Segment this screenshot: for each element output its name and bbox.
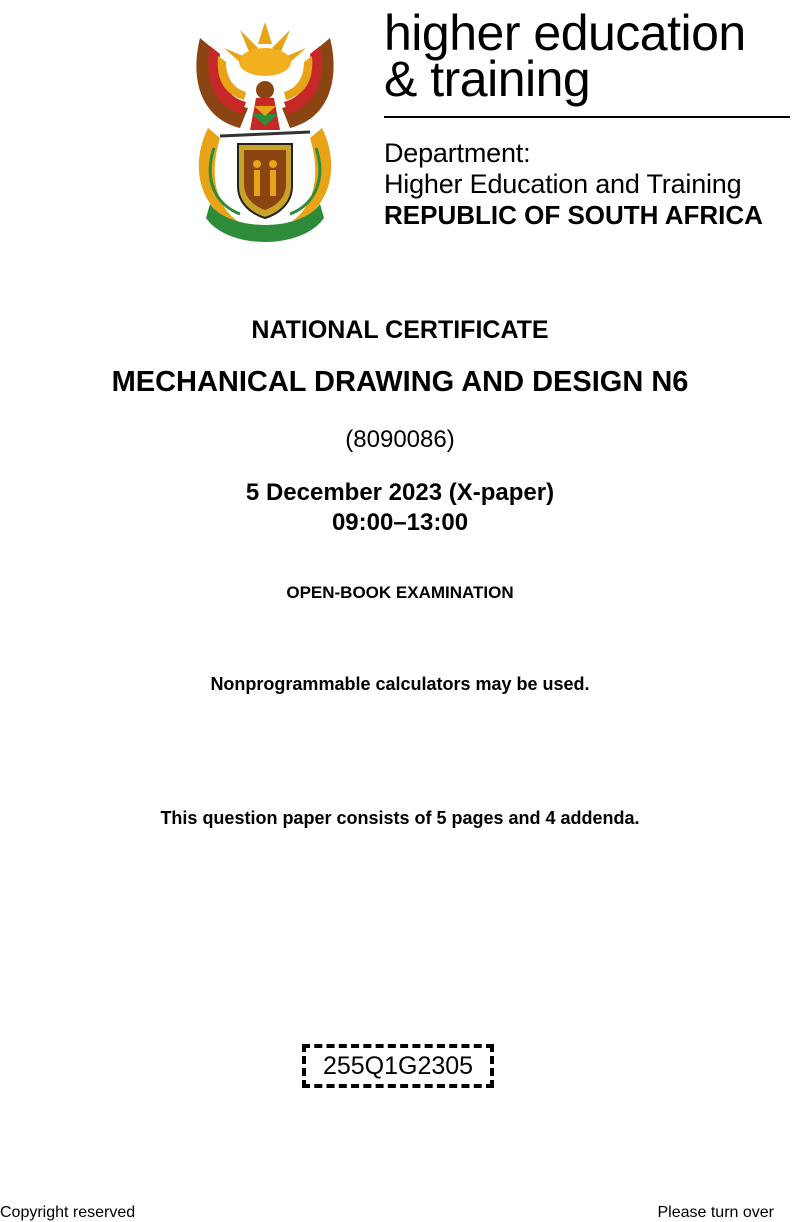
sun-icon bbox=[224, 22, 306, 76]
subject-code: (8090086) bbox=[345, 426, 455, 453]
exam-type: OPEN-BOOK EXAMINATION bbox=[286, 583, 514, 602]
turn-over-notice: Please turn over bbox=[657, 1204, 774, 1221]
coat-of-arms-logo bbox=[180, 18, 350, 246]
department-name: Higher Education and Training bbox=[384, 169, 742, 199]
exam-time: 09:00–13:00 bbox=[331, 509, 469, 536]
department-branding bbox=[384, 5, 800, 230]
calculator-note: Nonprogrammable calculators may be used. bbox=[210, 674, 590, 694]
spear-icon bbox=[220, 132, 310, 136]
paper-code-box: 255Q1G2305 bbox=[302, 1044, 494, 1088]
document-header bbox=[0, 0, 800, 250]
department-label: Department: bbox=[384, 138, 531, 168]
subject-title: MECHANICAL DRAWING AND DESIGN N6 bbox=[111, 366, 689, 398]
certificate-title: NATIONAL CERTIFICATE bbox=[251, 316, 549, 344]
department-block bbox=[384, 138, 763, 231]
page-count-note: This question paper consists of 5 pages and 4 addenda. bbox=[160, 808, 640, 828]
country-name: REPUBLIC OF SOUTH AFRICA bbox=[384, 200, 763, 230]
copyright-notice: Copyright reserved bbox=[0, 1204, 136, 1221]
brand-divider bbox=[384, 116, 790, 118]
brand-title-line1: higher education bbox=[384, 5, 746, 61]
exam-date: 5 December 2023 (X-paper) bbox=[245, 479, 555, 506]
secretary-bird-icon bbox=[250, 81, 280, 130]
brand-title-line2: & training bbox=[384, 51, 591, 107]
shield-icon bbox=[238, 144, 292, 218]
